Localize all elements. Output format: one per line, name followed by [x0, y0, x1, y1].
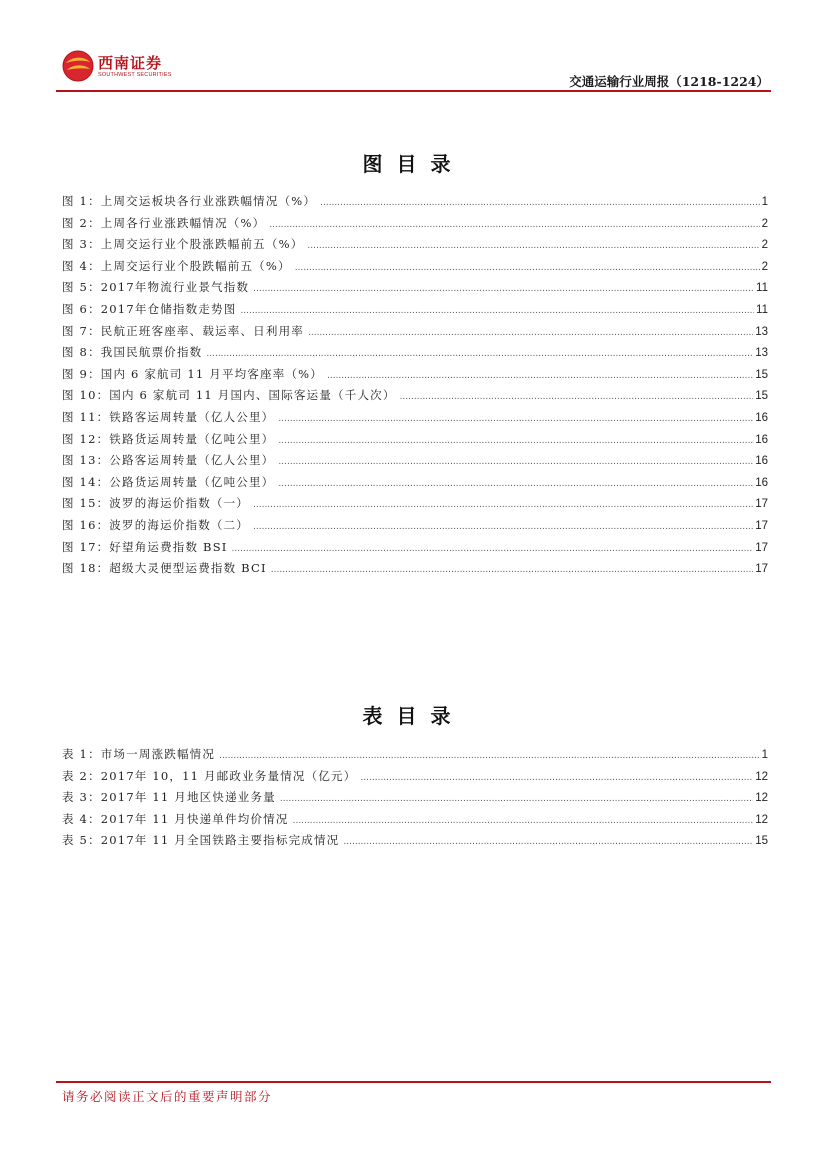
- dot-leader: [327, 366, 753, 388]
- figure-toc-entry-label: 图 18：超级大灵便型运费指数 BCI: [62, 561, 267, 576]
- figure-toc-entry[interactable]: [62, 493, 768, 515]
- dot-leader: [253, 495, 753, 517]
- company-logo[interactable]: [62, 50, 172, 84]
- table-toc-entry[interactable]: [62, 744, 768, 766]
- figure-toc-entry[interactable]: [62, 342, 768, 364]
- figure-toc-entry-label: 图 12：铁路货运周转量（亿吨公里）: [62, 431, 275, 446]
- table-toc-entry-page: 12: [755, 792, 768, 805]
- figure-toc-entry-label: 图 1：上周交运板块各行业涨跌幅情况（%）: [62, 194, 317, 208]
- dot-leader: [343, 832, 753, 854]
- dot-leader: [307, 236, 759, 258]
- table-toc-entry-page: 12: [755, 813, 768, 826]
- figures-toc-title: 图目录: [362, 152, 465, 176]
- tables-toc-list: [62, 744, 768, 852]
- dot-leader: [278, 431, 753, 453]
- figure-toc-entry-page: 2: [761, 217, 768, 230]
- figure-toc-entry[interactable]: [62, 558, 768, 580]
- dot-leader: [308, 323, 753, 345]
- table-toc-entry[interactable]: [62, 766, 768, 788]
- table-toc-entry[interactable]: [62, 809, 768, 831]
- figure-toc-entry-label: 图 8：我国民航票价指数: [62, 345, 203, 360]
- dot-leader: [293, 811, 754, 833]
- figure-toc-entry-label: 图 13：公路客运周转量（亿人公里）: [62, 453, 275, 468]
- dot-leader: [240, 301, 754, 323]
- dot-leader: [400, 387, 754, 409]
- table-toc-entry-label: 表 3：2017年 11 月地区快递业务量: [62, 790, 276, 805]
- figure-toc-entry-page: 16: [755, 455, 768, 468]
- table-toc-entry-label: 表 5：2017年 11 月全国铁路主要指标完成情况: [62, 833, 340, 848]
- figure-toc-entry-label: 图 10：国内 6 家航司 11 月国内、国际客运量（千人次）: [62, 388, 396, 403]
- table-toc-entry-label: 表 1：市场一周涨跌幅情况: [62, 747, 216, 761]
- figure-toc-entry-page: 16: [755, 411, 768, 424]
- figure-toc-entry-page: 2: [761, 260, 768, 273]
- figure-toc-entry[interactable]: [62, 299, 768, 321]
- figure-toc-entry-label: 图 2：上周各行业涨跌幅情况（%）: [62, 215, 266, 230]
- dot-leader: [206, 344, 753, 366]
- footer-divider: [56, 1081, 771, 1083]
- logo-chinese-name: 西南证券: [98, 54, 163, 72]
- figure-toc-entry[interactable]: [62, 191, 768, 213]
- figure-toc-entry[interactable]: [62, 472, 768, 494]
- figure-toc-entry-label: 图 11：铁路客运周转量（亿人公里）: [62, 409, 275, 424]
- report-title: 交通运输行业周报（1218-1224）: [569, 74, 769, 89]
- table-toc-entry-label: 表 2：2017年 10，11 月邮政业务量情况（亿元）: [62, 768, 357, 783]
- figure-toc-entry[interactable]: [62, 277, 768, 299]
- figure-toc-entry-label: 图 5：2017年物流行业景气指数: [62, 280, 250, 295]
- table-toc-entry[interactable]: [62, 787, 768, 809]
- dot-leader: [253, 279, 754, 301]
- figure-toc-entry[interactable]: [62, 450, 768, 472]
- figure-toc-entry-page: 17: [755, 541, 768, 554]
- dot-leader: [360, 768, 753, 790]
- dot-leader: [219, 746, 760, 768]
- figure-toc-entry-page: 11: [756, 303, 768, 316]
- dot-leader: [269, 215, 759, 237]
- figure-toc-entry-page: 11: [756, 282, 768, 295]
- figure-toc-entry[interactable]: [62, 537, 768, 559]
- table-toc-entry[interactable]: [62, 830, 768, 852]
- figure-toc-entry-page: 17: [755, 498, 768, 511]
- table-toc-entry-page: 1: [761, 749, 768, 761]
- figure-toc-entry[interactable]: [62, 234, 768, 256]
- figure-toc-entry-page: 13: [755, 347, 768, 360]
- figure-toc-entry-label: 图 6：2017年仓储指数走势图: [62, 301, 237, 316]
- dot-leader: [278, 474, 753, 496]
- figure-toc-entry-label: 图 14：公路货运周转量（亿吨公里）: [62, 474, 275, 489]
- dot-leader: [278, 452, 753, 474]
- figure-toc-entry[interactable]: [62, 429, 768, 451]
- figure-toc-entry-label: 图 15：波罗的海运价指数（一）: [62, 496, 249, 511]
- dot-leader: [253, 517, 753, 539]
- page-header: [0, 0, 827, 95]
- figure-toc-entry-label: 图 3：上周交运行业个股涨跌幅前五（%）: [62, 237, 304, 252]
- southwest-securities-logo-icon: [62, 50, 94, 82]
- figure-toc-entry-label: 图 9：国内 6 家航司 11 月平均客座率（%）: [62, 366, 323, 381]
- dot-leader: [280, 789, 753, 811]
- dot-leader: [271, 560, 753, 582]
- figure-toc-entry-page: 2: [761, 239, 768, 252]
- figure-toc-entry-label: 图 7：民航正班客座率、载运率、日利用率: [62, 323, 304, 338]
- figure-toc-entry-label: 图 16：波罗的海运价指数（二）: [62, 517, 249, 532]
- figure-toc-entry-page: 15: [755, 390, 768, 403]
- table-toc-entry-page: 12: [755, 770, 768, 783]
- dot-leader: [232, 539, 754, 561]
- disclaimer-note: 请务必阅读正文后的重要声明部分: [62, 1089, 273, 1104]
- figure-toc-entry[interactable]: [62, 515, 768, 537]
- dot-leader: [278, 409, 753, 431]
- figure-toc-entry-label: 图 17：好望角运费指数 BSI: [62, 539, 228, 554]
- figure-toc-entry-label: 图 4：上周交运行业个股跌幅前五（%）: [62, 258, 291, 273]
- table-toc-entry-page: 15: [755, 835, 768, 848]
- logo-english-name: SOUTHWEST SECURITIES: [98, 72, 172, 78]
- dot-leader: [295, 258, 760, 280]
- figure-toc-entry-page: 1: [761, 196, 768, 208]
- figure-toc-entry[interactable]: [62, 256, 768, 278]
- dot-leader: [320, 193, 759, 215]
- tables-toc-title: 表目录: [362, 704, 465, 728]
- table-toc-entry-label: 表 4：2017年 11 月快递单件均价情况: [62, 811, 289, 826]
- figure-toc-entry-page: 17: [755, 519, 768, 532]
- figure-toc-entry-page: 16: [755, 433, 768, 446]
- figure-toc-entry[interactable]: [62, 321, 768, 343]
- figures-toc-list: [62, 191, 768, 580]
- figure-toc-entry[interactable]: [62, 385, 768, 407]
- figure-toc-entry[interactable]: [62, 213, 768, 235]
- figure-toc-entry[interactable]: [62, 364, 768, 386]
- figure-toc-entry-page: 16: [755, 476, 768, 489]
- figure-toc-entry-page: 13: [755, 325, 768, 338]
- figure-toc-entry-page: 17: [755, 563, 768, 576]
- figure-toc-entry-page: 15: [755, 368, 768, 381]
- header-divider: [56, 90, 771, 92]
- figure-toc-entry[interactable]: [62, 407, 768, 429]
